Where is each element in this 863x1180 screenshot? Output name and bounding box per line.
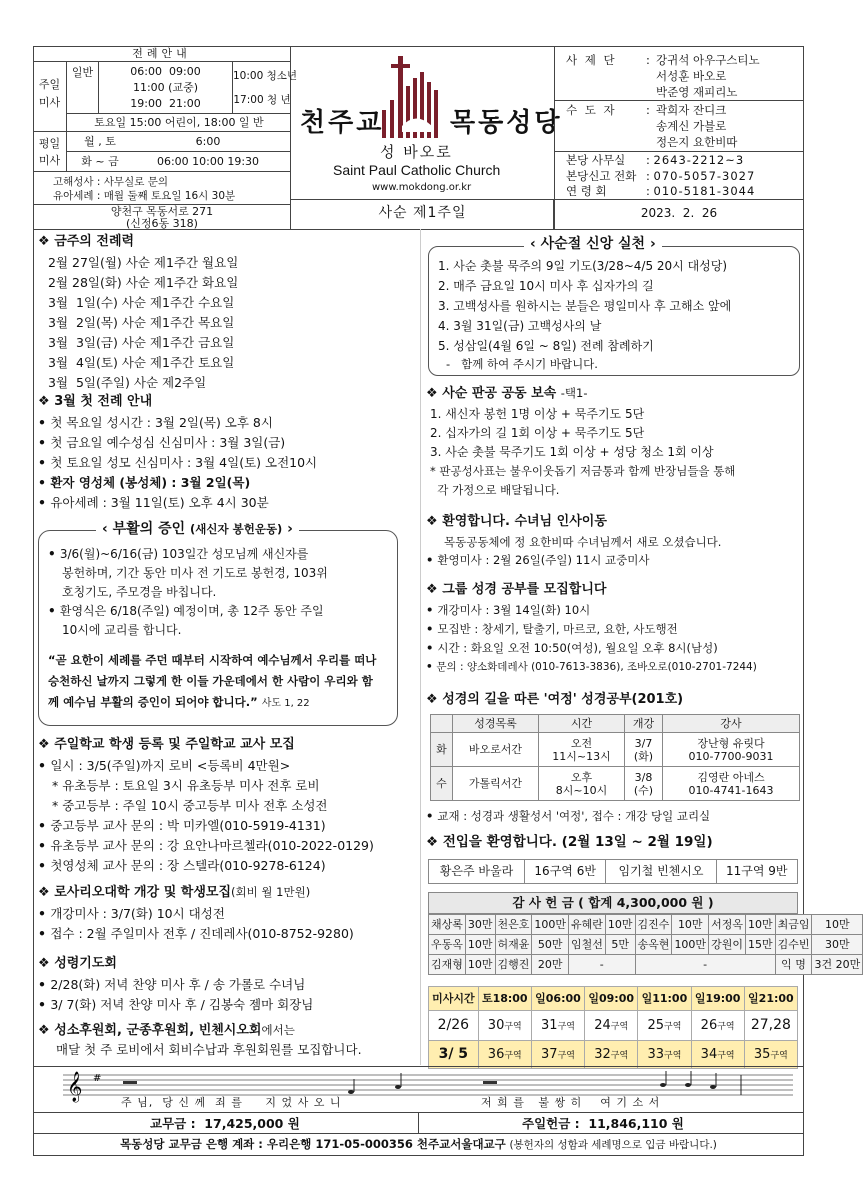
baptism-note: 유아세례 : 매월 둘째 토요일 16시 30분 [53, 190, 236, 202]
bible-road-book: 바오로서간 [453, 733, 539, 767]
rosary-section: ❖ 로사리오대학 개강 및 학생모집(회비 월 1만원) • 개강미사 : 3/7(화) 10시 대성전 • 접수 : 2월 주일미사 전후 / 진데레사(010-8752-9280) [38, 885, 418, 944]
indulgence-row: 3. 사순 촛불 묵주기도 1회 이상 + 성당 청소 1회 이상 [430, 444, 714, 459]
mass-duty-header: 일21:00 [744, 987, 797, 1011]
newcomers-section: ❖ 전입을 환영합니다. (2월 13일 ~ 2월 19일) [426, 834, 713, 850]
lent-row: 2. 매주 금요일 10시 미사 후 십자가의 길 [438, 279, 654, 293]
welcome-sister-section: ❖ 환영합니다. 수녀님 인사이동 목동공동체에 정 요한비따 수녀님께서 새로 오셨습니다. • 환영미사 : 2월 26일(주일) 11시 교중미사 [426, 514, 806, 569]
sunday-school-row: * 유초등부 : 토요일 3시 유초등부 미사 전후 로비 [52, 777, 320, 793]
staff-religious: 수 도 자 : 곽희자 잔디크 송계신 가블로 정은지 요한비따 [566, 103, 738, 149]
bulletin-date: 2023. 2. 26 [640, 206, 718, 220]
sunday-type: 일반 [67, 62, 99, 114]
donor-amount: 15만 [745, 935, 775, 955]
sunday-times: 06:00 09:00 11:00 (교중) 19:00 21:00 [99, 62, 233, 114]
contact-funeral-value: 010-5181-3044 [653, 184, 756, 198]
first-week-title: 3월 첫 전례 안내 [54, 394, 153, 409]
bible-road-time: 오후 8시~10시 [539, 767, 625, 801]
sunday-offering-label: 주일헌금 : [522, 1116, 580, 1131]
first-week-row: • 첫 금요일 예수성심 신심미사 : 3월 3일(금) [38, 433, 418, 453]
mass-duty-header: 일06:00 [531, 987, 584, 1011]
liturgy-row: 2월 28일(화) 사순 제1주간 화요일 [48, 274, 239, 290]
liturgy-row: 3월 2일(목) 사순 제1주간 목요일 [48, 314, 235, 330]
contact-office-value: 2643-2212~3 [653, 153, 745, 167]
mass-duty-header: 미사시간 [429, 987, 479, 1011]
holy-spirit-title: 성령기도회 [54, 956, 117, 971]
bank-account-note: (봉헌자의 성함과 세례명으로 입금 바랍니다.) [509, 1139, 717, 1151]
newcomer-district: 16구역 6반 [524, 860, 605, 884]
liturgy-row: 3월 5일(주일) 사순 제2주일 [48, 374, 207, 390]
bible-group-title: 그룹 성경 공부를 모집합니다 [442, 582, 607, 597]
resurrection-row: 호칭기도, 주모경을 바칩니다. [62, 585, 217, 599]
bible-road-time: 오전 11시~13시 [539, 733, 625, 767]
mass-duty-cell: 34 [700, 1046, 718, 1062]
tithe-total [150, 1116, 300, 1131]
newcomer-name: 황은주 바울라 [429, 860, 525, 884]
contact-report-value: 070-5057-3027 [653, 168, 756, 183]
church-saint: 성 바오로 [380, 143, 453, 161]
donor-amount: 5만 [605, 935, 635, 955]
bible-road-table [430, 714, 800, 801]
church-url: www.mokdong.or.kr [372, 182, 472, 193]
liturgy-row: 3월 3일(금) 사순 제1주간 금요일 [48, 334, 235, 350]
mass-duty-header: 일11:00 [638, 987, 691, 1011]
bible-road-header: 강사 [663, 715, 800, 733]
mass-duty-cell: 35 [753, 1046, 771, 1062]
bible-group-row: • 모집반 : 창세기, 탈출기, 마르코, 요한, 사도행전 [426, 620, 806, 639]
mass-duty-cell: 30 [487, 1017, 505, 1033]
resurrection-quote-ref: 사도 1, 22 [261, 698, 310, 709]
donor-name: 유혜란 [569, 915, 606, 935]
bible-road-title: 성경의 길을 따른 '여정' 성경공부(201호) [442, 692, 684, 707]
bible-road-book: 가톨릭서간 [453, 767, 539, 801]
tithe-label: 교무금 : [150, 1116, 196, 1131]
donor-name: 김진수 [635, 915, 672, 935]
mass-duty-cell: 27,28 [744, 1011, 797, 1041]
saturday-note: 토요일 15:00 어린이, 18:00 일 반 [67, 114, 291, 132]
bank-account-main: 목동성당 교무금 은행 계좌 : 우리은행 171-05-000356 천주교서울대교구 [120, 1137, 506, 1151]
schedule-block [33, 46, 298, 230]
mass-duty-cell: 36 [487, 1046, 505, 1062]
first-week-row: • 환자 영성체 (봉성체) : 3월 2일(목) [38, 473, 418, 493]
indulgence-row: 각 가정으로 배달됩니다. [430, 482, 560, 497]
bible-road-header [431, 715, 453, 733]
mass-duty-date: 3/ 5 [429, 1041, 479, 1069]
donor-name: - [635, 955, 775, 975]
svg-text:#: # [93, 1073, 102, 1084]
mass-duty-unit: 구역 [610, 1050, 629, 1061]
indulgence-section: ❖ 사순 판공 공동 보속 -택1- 1. 새신자 봉헌 1명 이상 + 묵주기도 5단 2. 십자가의 길 1회 이상 + 묵주기도 5단 3. 사순 촛불 묵주기도 1회 이상 + 성당 청소 1회 이상 * 판공성사표는 불우이웃돕기 저금통과 함께 반장님들을 통해 각 가정으로 배달됩니다. [426, 386, 806, 500]
bible-group-row: • 개강미사 : 3월 14일(화) 10시 [426, 601, 806, 620]
song-lyrics-2: 저 희 를 불 쌍 히 여 기 소 서 [481, 1096, 661, 1109]
rosary-row: • 접수 : 2월 주일미사 전후 / 진데레사(010-8752-9280) [38, 924, 418, 944]
donor-amount: 10만 [812, 915, 863, 935]
lent-row: 4. 3월 31일(금) 고백성사의 날 [438, 319, 602, 333]
donor-amount: 30만 [465, 915, 495, 935]
donor-amount: 10만 [465, 935, 495, 955]
resurrection-row: 10시에 교리를 합니다. [62, 623, 182, 637]
priest-name-2: 서성훈 바오로 [656, 69, 727, 83]
church-name-left: 천주교 [300, 108, 385, 138]
first-week-row: • 첫 토요일 성모 신심미사 : 3월 4일(토) 오전10시 [38, 453, 418, 473]
sunday-school-section: ❖ 주일학교 학생 등록 및 주일학교 교사 모집 • 일시 : 3/5(주일)까지 로비 <등록비 4만원> * 유초등부 : 토요일 3시 유초등부 미사 전후 로비 * 중고등부 : 주일 10시 중고등부 미사 전후 소성전 • 중고등부 교사 문의 : 박 미카엘(010-5919-4131) • 유초등부 교사 문의 : 강 요안나마르첼라(010-2022-0129) • 첫영성체 교사 문의 : 장 스텔라(010-9278-6124) [38, 737, 418, 876]
weekday-day-2: 화 ~ 금 [81, 155, 119, 168]
newcomer-district: 11구역 9반 [716, 860, 797, 884]
contact-list: 본당 사무실 : 2643-2212~3 본당신고 전화 : 070-5057-3027 연 령 회 : 010-5181-3044 [566, 153, 756, 198]
donor-amount: 10만 [605, 915, 635, 935]
resurrection-title: 부활의 증인 [112, 521, 186, 537]
donor-amount: 10만 [465, 955, 495, 975]
indulgence-row: * 판공성사표는 불우이웃돕기 저금통과 함께 반장님들을 통해 [430, 463, 736, 478]
first-week-row: • 첫 목요일 성시간 : 3월 2일(목) 오후 8시 [38, 413, 418, 433]
donor-amount: 100만 [672, 935, 709, 955]
sunday-offering-total [522, 1116, 684, 1131]
priest-name-3: 박준영 재피리노 [656, 85, 738, 99]
sunday-school-row: • 유초등부 교사 문의 : 강 요안나마르첼라(010-2022-0129) [38, 836, 418, 856]
rosary-row: • 개강미사 : 3/7(화) 10시 대성전 [38, 904, 418, 924]
thanks-title: 감 사 헌 금 ( 합계 4,300,000 원 ) [428, 892, 798, 914]
contact-office-label: 본당 사무실 [566, 153, 626, 167]
lent-row: 3. 고백성사를 원하시는 분들은 평일미사 후 고해소 앞에 [438, 299, 732, 313]
sunday-school-row: • 중고등부 교사 문의 : 박 미카엘(010-5919-4131) [38, 816, 418, 836]
confession-note: 고해성사 : 사무실로 문의 [53, 176, 168, 188]
holy-spirit-row: • 3/ 7(화) 저녁 찬양 미사 후 / 김봉숙 젬마 회장님 [38, 995, 418, 1015]
church-address: 양천구 목동서로 271 [110, 205, 214, 218]
thanks-table [428, 914, 863, 975]
donor-name: 임철선 [569, 935, 606, 955]
support-title-suffix: 에서는 [261, 1023, 295, 1037]
rosary-title: 로사리오대학 개강 및 학생모집 [54, 885, 232, 900]
lent-row: 1. 사순 촛불 묵주의 9일 기도(3/28~4/5 20시 대성당) [438, 259, 728, 273]
church-english-name: Saint Paul Catholic Church [333, 162, 501, 178]
donor-name: 채상록 [429, 915, 466, 935]
mass-duty-header: 일19:00 [691, 987, 744, 1011]
mass-duty-cell: 25 [647, 1017, 664, 1033]
lent-row: 5. 성삼일(4월 6일 ~ 8일) 전례 참례하기 [438, 339, 654, 353]
welcome-sister-row: 목동공동체에 정 요한비따 수녀님께서 새로 오셨습니다. [444, 534, 722, 549]
newcomers-table [428, 859, 798, 884]
lent-note: - 함께 하여 주시기 바랍니다. [446, 357, 598, 371]
donor-name: 허재윤 [495, 935, 532, 955]
indulgence-row: 1. 새신자 봉헌 1명 이상 + 묵주기도 5단 [430, 406, 645, 421]
staff-priests: 사 제 단 : 강귀석 아우구스티노 서성훈 바오로 박준영 재피리노 [566, 53, 760, 99]
bible-road-teacher: 장난형 유릿다 010-7700-9031 [663, 733, 800, 767]
mass-duty-header: 일09:00 [585, 987, 638, 1011]
religious-name-3: 정은지 요한비따 [656, 135, 738, 149]
liturgy-title: 금주의 전례력 [54, 234, 135, 249]
church-address-old: (신정6동 318) [126, 217, 198, 230]
church-name-right: 목동성당 [450, 108, 563, 138]
donor-amount: 10만 [672, 915, 709, 935]
music-staff [33, 1066, 804, 1112]
resurrection-subtitle: (새신자 봉헌운동) [190, 522, 283, 536]
mass-duty-unit: 구역 [504, 1050, 522, 1061]
donor-name: 서정옥 [709, 915, 746, 935]
mass-duty-cell: 37 [541, 1046, 558, 1062]
bible-group-section: ❖ 그룹 성경 공부를 모집합니다 • 개강미사 : 3월 14일(화) 10시 • 모집반 : 창세기, 탈출기, 마르코, 요한, 사도행전 • 시간 : 화요일 오전 10:50(여성), 월요일 오후 8시(남성) • 문의 : 양소화데레사 (010-7613-3836), 조바오로(010-2701-7244) [426, 582, 806, 677]
support-section: ❖ 성소후원회, 군종후원회, 빈첸시오회에서는 매달 첫 주 로비에서 회비수납과 후원회원를 모집합니다. [38, 1023, 418, 1058]
weekday-label: 평일 미사 [33, 132, 67, 172]
support-row: 매달 첫 주 로비에서 회비수납과 후원회원를 모집합니다. [56, 1041, 362, 1057]
bible-road-header: 개강 [625, 715, 663, 733]
mass-duty-unit: 구역 [504, 1021, 522, 1032]
donor-name: 우동옥 [429, 935, 466, 955]
church-logo [380, 56, 450, 142]
mass-duty-unit: 구역 [557, 1021, 575, 1032]
bible-road-header: 시간 [539, 715, 625, 733]
indulgence-tag: -택1- [560, 386, 588, 400]
resurrection-quote: “곧 요한이 세례를 주던 때부터 시작하여 예수님께서 우리를 떠나 승천하신 날까지 그렇게 한 이들 가운데에서 한 사람이 우리와 함께 예수님 부활의 증인이 되어야 합니다.” [48, 653, 377, 709]
tithe-value: 17,425,000 원 [204, 1116, 300, 1131]
mass-duty-unit: 구역 [557, 1050, 575, 1061]
song-lyrics-1: 주 님, 당 신 께 죄 를 지 었 사 오 니 [121, 1096, 342, 1109]
donor-name: 최금임 [775, 915, 812, 935]
liturgy-row: 3월 1일(수) 사순 제1주간 수요일 [48, 294, 235, 310]
schedule-title: 전례안내 [33, 46, 290, 62]
mass-duty-table [428, 986, 798, 1069]
mass-duty-unit: 구역 [717, 1050, 735, 1061]
weekday-time-1: 6:00 [195, 135, 221, 148]
resurrection-row: 봉헌하며, 기간 동안 미사 전 기도로 봉헌경, 103위 [62, 566, 328, 580]
liturgy-row: 2월 27일(월) 사순 제1주간 월요일 [48, 254, 239, 270]
bible-road-day: 수 [431, 767, 453, 801]
religious-name-1: 곽희자 잔디크 [656, 103, 727, 117]
newcomer-name: 임기철 빈첸시오 [606, 860, 716, 884]
bible-road-header: 성경목록 [453, 715, 539, 733]
bible-group-row: • 시간 : 화요일 오전 10:50(여성), 월요일 오후 8시(남성) [426, 639, 806, 658]
donor-name: 김수빈 [775, 935, 812, 955]
donor-amount: 10만 [745, 915, 775, 935]
bible-group-row: • 문의 : 양소화데레사 (010-7613-3836), 조바오로(010-2701-7244) [426, 658, 806, 677]
donor-amount: 50만 [532, 935, 569, 955]
mass-duty-header: 토18:00 [478, 987, 531, 1011]
sunday-offering-value: 11,846,110 원 [588, 1116, 684, 1131]
lent-title: 사순절 신앙 실천 [540, 236, 646, 252]
donor-name: 송옥현 [635, 935, 672, 955]
bank-account [33, 1138, 804, 1152]
newcomers-title: 전입을 환영합니다. (2월 13일 ~ 2월 19일) [442, 834, 713, 850]
sunday-school-row: * 중고등부 : 주일 10시 중고등부 미사 전후 소성전 [52, 797, 328, 813]
bible-road-teacher: 김영란 아네스 010-4741-1643 [663, 767, 800, 801]
donor-name: 강원이 [709, 935, 746, 955]
bible-road-note: • 교재 : 성경과 생활성서 '여정', 접수 : 개강 당일 교리실 [426, 806, 806, 826]
donor-amount: 30만 [812, 935, 863, 955]
mass-duty-date: 2/26 [429, 1011, 479, 1041]
sunday-side-times: 10:00 청소년 17:00 청 년 [233, 62, 291, 114]
mass-duty-cell: 24 [594, 1017, 611, 1033]
sunday-school-title: 주일학교 학생 등록 및 주일학교 교사 모집 [54, 737, 295, 752]
donor-name: 김행진 [495, 955, 532, 975]
sunday-label: 주일 미사 [33, 62, 67, 132]
bible-road-start: 3/8 (수) [625, 767, 663, 801]
priest-name-1: 강귀석 아우구스티노 [656, 53, 760, 67]
first-week-row: • 유아세례 : 3월 11일(토) 오후 4시 30분 [38, 493, 418, 513]
donor-amount: 20만 [532, 955, 569, 975]
religious-role: 수 도 자 [566, 103, 617, 117]
bible-road-start: 3/7 (화) [625, 733, 663, 767]
season-title: 사순 제1주일 [378, 205, 467, 221]
donor-amount: 100만 [532, 915, 569, 935]
donor-name: 천은호 [495, 915, 532, 935]
mass-duty-unit: 구역 [770, 1050, 788, 1061]
weekday-day-1: 월 , 토 [84, 135, 116, 148]
mass-duty-cell: 31 [541, 1017, 558, 1033]
resurrection-row: • 환영식은 6/18(주일) 예정이며, 총 12주 동안 주일 [48, 602, 393, 621]
bible-road-section: ❖ 성경의 길을 따른 '여정' 성경공부(201호) [426, 692, 684, 707]
bible-road-day: 화 [431, 733, 453, 767]
mass-duty-unit: 구역 [610, 1021, 629, 1032]
mass-duty-cell: 33 [647, 1046, 664, 1062]
rosary-subtitle: (회비 월 1만원) [231, 885, 311, 899]
donor-name: - [569, 955, 636, 975]
liturgy-row: 3월 4일(토) 사순 제1주간 토요일 [48, 354, 235, 370]
contact-funeral-label: 연 령 회 [566, 184, 607, 198]
sunday-school-row: • 첫영성체 교사 문의 : 장 스텔라(010-9278-6124) [38, 856, 418, 876]
donor-name: 익 명 [775, 955, 812, 975]
mass-duty-cell: 26 [700, 1017, 718, 1033]
holy-spirit-row: • 2/28(화) 저녁 찬양 미사 후 / 송 가롤로 수녀님 [38, 975, 418, 995]
liturgy-section: ❖ 금주의 전례력 2월 27일(월) 사순 제1주간 월요일 2월 28일(화) 사순 제1주간 화요일 3월 1일(수) 사순 제1주간 수요일 3월 2일(목) 사순 제1주간 목요일 3월 3일(금) 사순 제1주간 금요일 3월 4일(토) 사순 제1주간 토요일 3월 5일(주일) 사순 제2주일 [38, 234, 418, 393]
welcome-sister-row: • 환영미사 : 2월 26일(주일) 11시 교중미사 [426, 551, 806, 569]
mass-duty-unit: 구역 [664, 1021, 682, 1032]
sunday-school-row: • 일시 : 3/5(주일)까지 로비 <등록비 4만원> [38, 756, 418, 776]
religious-name-2: 송계신 가블로 [656, 119, 727, 133]
resurrection-row: • 3/6(월)~6/16(금) 103일간 성모님께 새신자를 [48, 545, 393, 564]
welcome-sister-title: 환영합니다. 수녀님 인사이동 [442, 514, 607, 529]
first-week-section: ❖ 3월 첫 전례 안내 • 첫 목요일 성시간 : 3월 2일(목) 오후 8시 • 첫 금요일 예수성심 신심미사 : 3월 3일(금) • 첫 토요일 성모 신심미사 : 3월 4일(토) 오전10시 • 환자 영성체 (봉성체) : 3월 2일(목) • 유아세례 : 3월 11일(토) 오후 4시 30분 [38, 394, 418, 513]
indulgence-title: 사순 판공 공동 보속 [442, 386, 557, 401]
donor-name: 김재형 [429, 955, 466, 975]
contact-report-label: 본당신고 전화 [566, 168, 637, 183]
mass-duty-unit: 구역 [717, 1021, 735, 1032]
donor-amount: 3건 20만 [812, 955, 863, 975]
indulgence-row: 2. 십자가의 길 1회 이상 + 묵주기도 5단 [430, 425, 645, 440]
mass-duty-cell: 32 [594, 1046, 611, 1062]
priests-role: 사 제 단 [566, 53, 617, 67]
mass-duty-unit: 구역 [664, 1050, 682, 1061]
holy-spirit-section: ❖ 성령기도회 • 2/28(화) 저녁 찬양 미사 후 / 송 가롤로 수녀님 • 3/ 7(화) 저녁 찬양 미사 후 / 김봉숙 젬마 회장님 [38, 956, 418, 1015]
svg-text:𝄞: 𝄞 [67, 1072, 83, 1102]
weekday-time-2: 06:00 10:00 19:30 [156, 155, 260, 168]
support-title: 성소후원회, 군종후원회, 빈첸시오회 [54, 1023, 262, 1038]
